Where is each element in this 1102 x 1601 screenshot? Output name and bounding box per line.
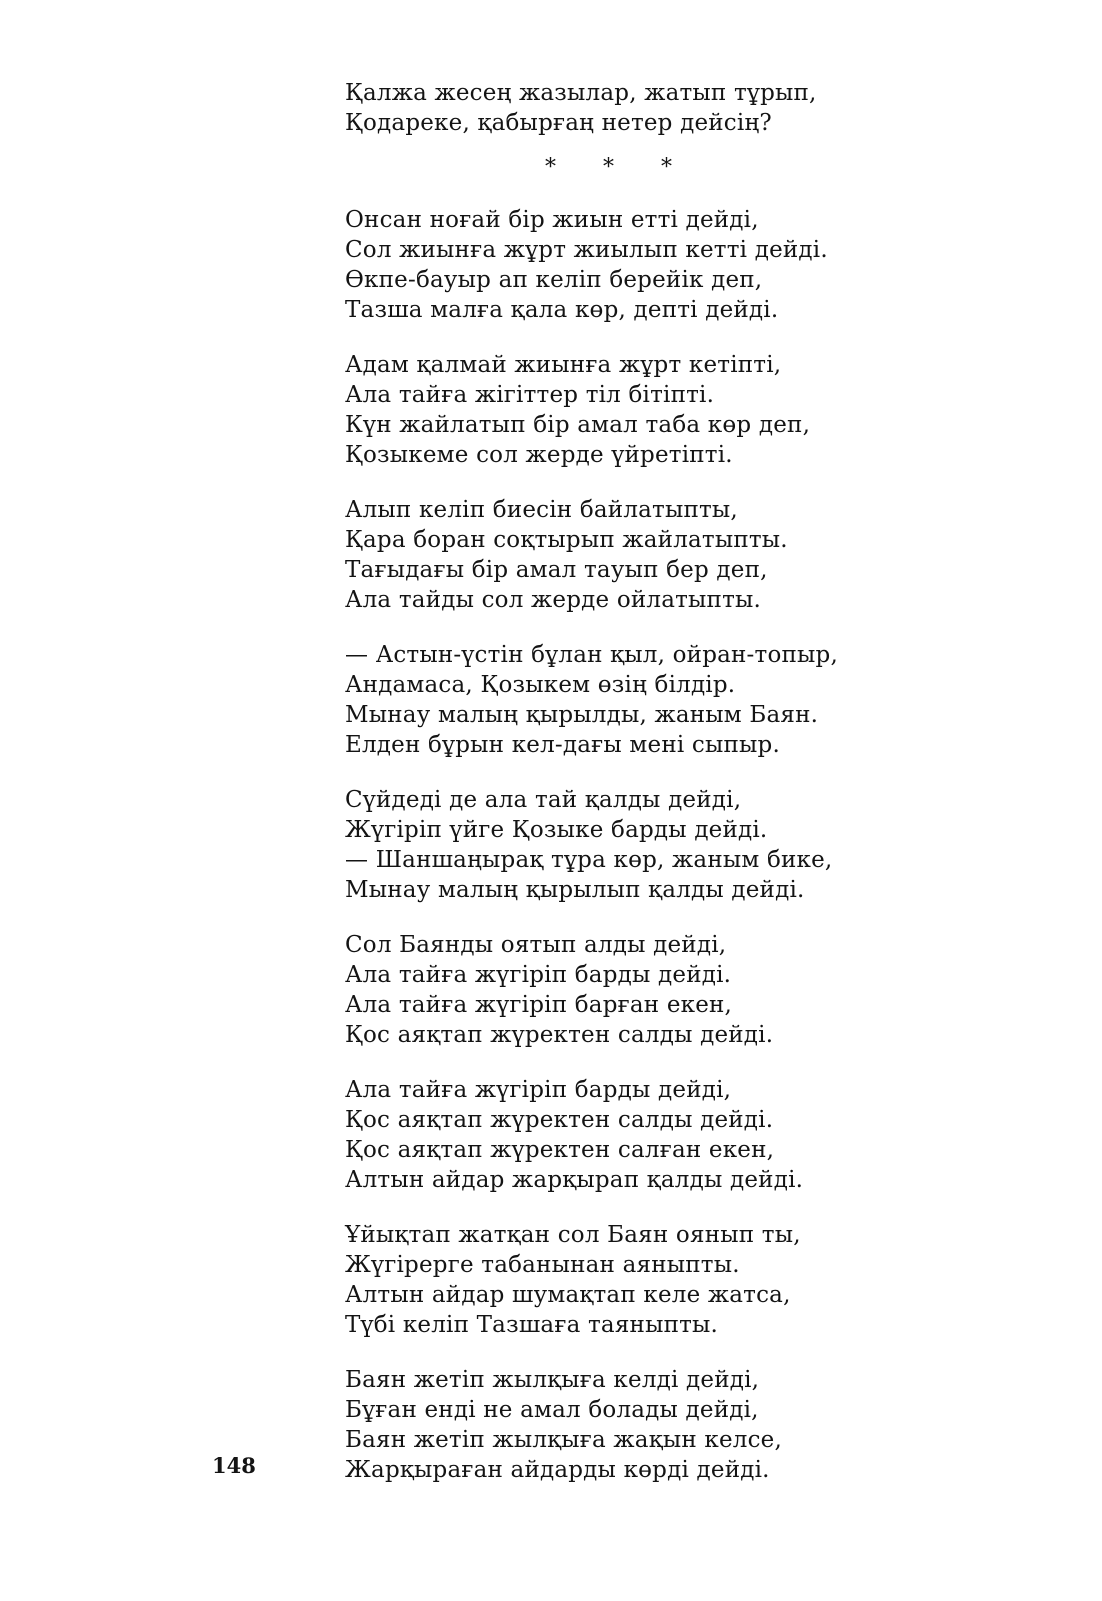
stanza [345, 930, 905, 1050]
poem-line: Қалжа жесең жазылар, жатып тұрып, [345, 80, 817, 106]
poem-line: Бұған енді не амал болады дейді, [345, 1397, 759, 1423]
stanza [345, 785, 905, 905]
poem-line: Алтын айдар шумақтап келе жатса, [345, 1282, 791, 1308]
poem-line: Ұйықтап жатқан сол Баян оянып ты, [345, 1222, 801, 1248]
poem-line: Елден бұрын кел-дағы мені сыпыр. [345, 732, 780, 758]
stanza [345, 1075, 905, 1195]
poem-line: Қара боран соқтырып жайлатыпты. [345, 527, 788, 553]
stanza [345, 205, 905, 325]
poem-line: — Шаншаңырақ тұра көр, жаным бике, [345, 847, 833, 873]
stanza [345, 350, 905, 470]
poem-line: Онсан ноғай бір жиын етті дейді, [345, 207, 759, 233]
poem-line: Тағыдағы бір амал тауып бер деп, [345, 557, 768, 583]
poem-line: Ала тайға жүгіріп барды дейді, [345, 1077, 732, 1103]
stanza [345, 640, 905, 760]
poem-line: Ала тайды сол жерде ойлатыпты. [345, 587, 762, 613]
poem-line: Қос аяқтап жүректен салған екен, [345, 1137, 775, 1163]
poem-line: Ала тайға жүгіріп барған екен, [345, 992, 733, 1018]
poem-line: Адам қалмай жиынға жұрт кетіпті, [345, 352, 782, 378]
poem-text [345, 78, 905, 1510]
poem-line: — Астын-үстін бұлан қыл, ойран-топыр, [345, 642, 838, 668]
poem-line: Сол жиынға жұрт жиылып кетті дейді. [345, 237, 828, 263]
poem-line: Қос аяқтап жүректен салды дейді. [345, 1107, 774, 1133]
stanza [345, 495, 905, 615]
poem-line: Андамаса, Қозыкем өзің білдір. [345, 672, 736, 698]
section-divider: * * * [545, 155, 692, 180]
poem-line: Жүгіріп үйге Қозыке барды дейді. [345, 817, 768, 843]
poem-line: Жүгірерге табанынан аяныпты. [345, 1252, 740, 1278]
poem-line: Алып келіп биесін байлатыпты, [345, 497, 738, 523]
poem-line: Алтын айдар жарқырап қалды дейді. [345, 1167, 804, 1193]
poem-line: Ала тайға жігіттер тіл бітіпті. [345, 382, 715, 408]
poem-line: Баян жетіп жылқыға келді дейді, [345, 1367, 760, 1393]
poem-line: Қозыкеме сол жерде үйретіпті. [345, 442, 733, 468]
poem-line: Күн жайлатып бір амал таба көр деп, [345, 412, 811, 438]
stanza [345, 1365, 905, 1485]
page-number: 148 [212, 1453, 256, 1478]
poem-line: Мынау малың қырылып қалды дейді. [345, 877, 805, 903]
poem-line: Қодареке, қабырғаң нетер дейсің? [345, 110, 772, 136]
poem-line: Ала тайға жүгіріп барды дейді. [345, 962, 732, 988]
poem-line: Жарқыраған айдарды көрді дейді. [345, 1457, 770, 1483]
poem-line: Қос аяқтап жүректен салды дейді. [345, 1022, 774, 1048]
opening-stanza [345, 78, 905, 138]
poem-line: Тазша малға қала көр, депті дейді. [345, 297, 779, 323]
stanza [345, 1220, 905, 1340]
poem-line: Сүйдеді де ала тай қалды дейді, [345, 787, 742, 813]
poem-line: Баян жетіп жылқыға жақын келсе, [345, 1427, 782, 1453]
poem-line: Сол Баянды оятып алды дейді, [345, 932, 727, 958]
poem-line: Мынау малың қырылды, жаным Баян. [345, 702, 819, 728]
poem-line: Түбі келіп Тазшаға таяныпты. [345, 1312, 719, 1338]
poem-line: Өкпе-бауыр ап келіп берейік деп, [345, 267, 763, 293]
